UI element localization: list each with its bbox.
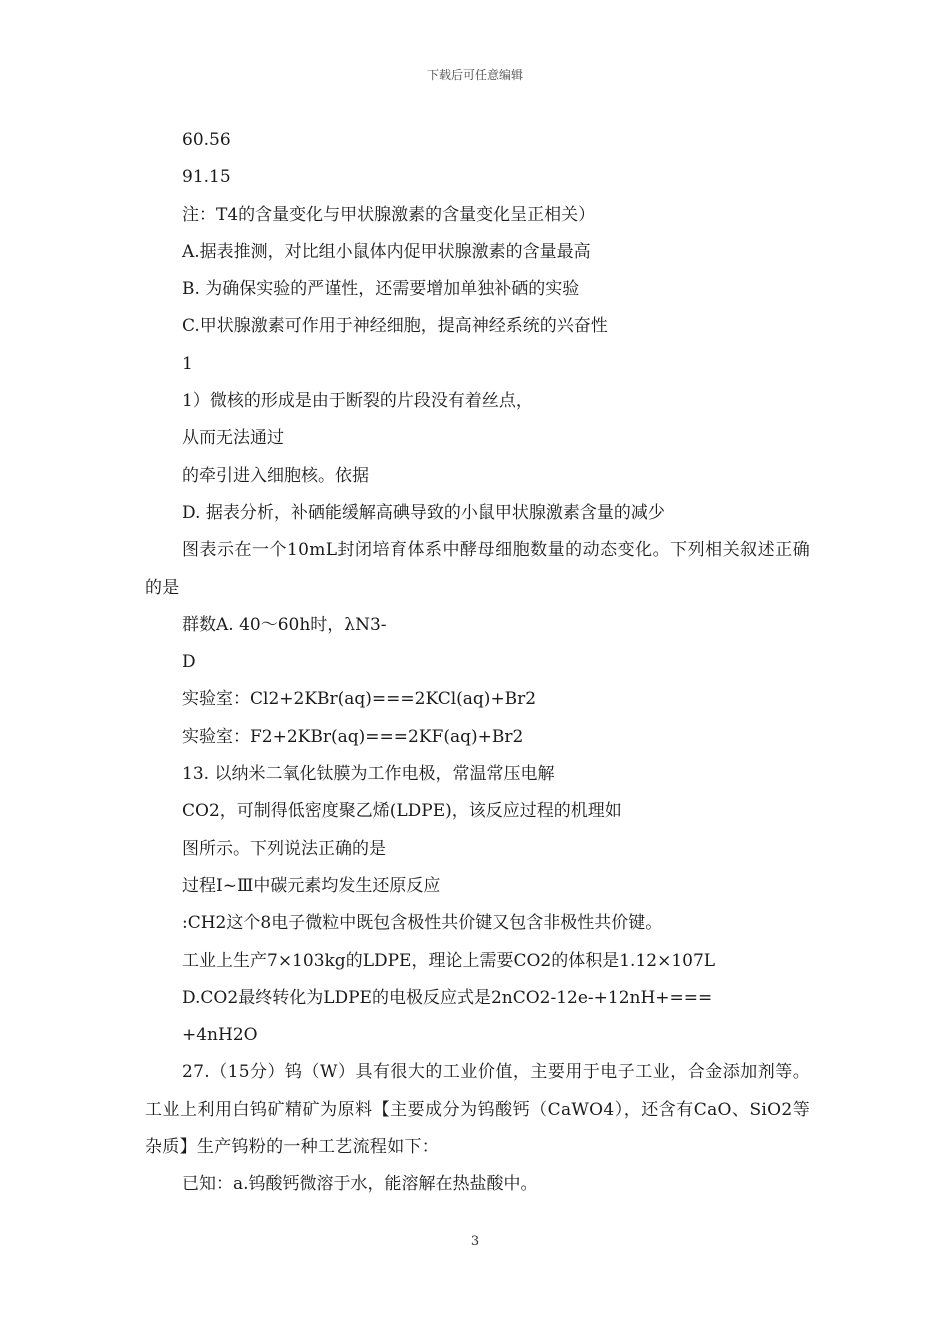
- text-line: 60.56: [182, 130, 231, 150]
- page-header: 下载后可任意编辑: [426, 68, 523, 82]
- text-line: 的牵引进入细胞核。依据: [182, 465, 369, 486]
- text-line: D. 据表分析，补硒能缓解高碘导致的小鼠甲状腺激素含量的减少: [182, 502, 665, 523]
- text-line: 实验室：F2+2KBr(aq)===2KF(aq)+Br2: [182, 726, 524, 747]
- paragraph: 27.（15分）钨（W）具有很大的工业价值，主要用于电子工业，合金添加剂等。工业上利用白钨矿精矿为原料【主要成分为钨酸钙（CaWO4），还含有CaO、SiO2等杂质】生产钨粉的一种工艺流程如下：: [145, 1062, 810, 1158]
- document-body: [145, 122, 810, 1204]
- text-line: C.甲状腺激素可作用于神经细胞，提高神经系统的兴奋性: [182, 316, 608, 337]
- text-line: :CH2这个8电子微粒中既包含极性共价键又包含非极性共价键。: [182, 913, 663, 934]
- text-line: 91.15: [182, 167, 231, 188]
- text-line: 工业上生产7×103kg的LDPE，理论上需要CO2的体积是1.12×107L: [182, 950, 716, 971]
- text-line: A.据表推测，对比组小鼠体内促甲状腺激素的含量最高: [182, 241, 591, 262]
- text-line: 注：T4的含量变化与甲状腺激素的含量变化呈正相关）: [182, 204, 596, 225]
- text-line: 群数A. 40～60h时，λN3-: [182, 614, 387, 635]
- text-line: 1）微核的形成是由于断裂的片段没有着丝点，: [182, 391, 533, 412]
- text-line: 已知：a.钨酸钙微溶于水，能溶解在热盐酸中。: [182, 1174, 538, 1195]
- text-line: CO2，可制得低密度聚乙烯(LDPE)，该反应过程的机理如: [182, 801, 622, 822]
- paragraph: 图表示在一个10mL封闭培育体系中酵母细胞数量的动态变化。下列相关叙述正确的是: [145, 540, 810, 598]
- text-line: 1: [182, 353, 193, 374]
- page-number: 3: [470, 1234, 480, 1249]
- text-line: 从而无法通过: [182, 428, 284, 449]
- text-line: +4nH2O: [182, 1025, 258, 1046]
- text-line: B. 为确保实验的严谨性，还需要增加单独补硒的实验: [182, 279, 580, 300]
- text-line: 过程Ⅰ~Ⅲ中碳元素均发生还原反应: [182, 875, 441, 896]
- text-line: 13. 以纳米二氧化钛膜为工作电极，常温常压电解: [182, 764, 555, 785]
- text-line: 图所示。下列说法正确的是: [182, 838, 386, 859]
- text-line: D: [182, 652, 196, 673]
- text-line: D.CO2最终转化为LDPE的电极反应式是2nCO2-12e-+12nH+===: [182, 987, 713, 1008]
- text-line: 实验室：Cl2+2KBr(aq)===2KCl(aq)+Br2: [182, 689, 537, 710]
